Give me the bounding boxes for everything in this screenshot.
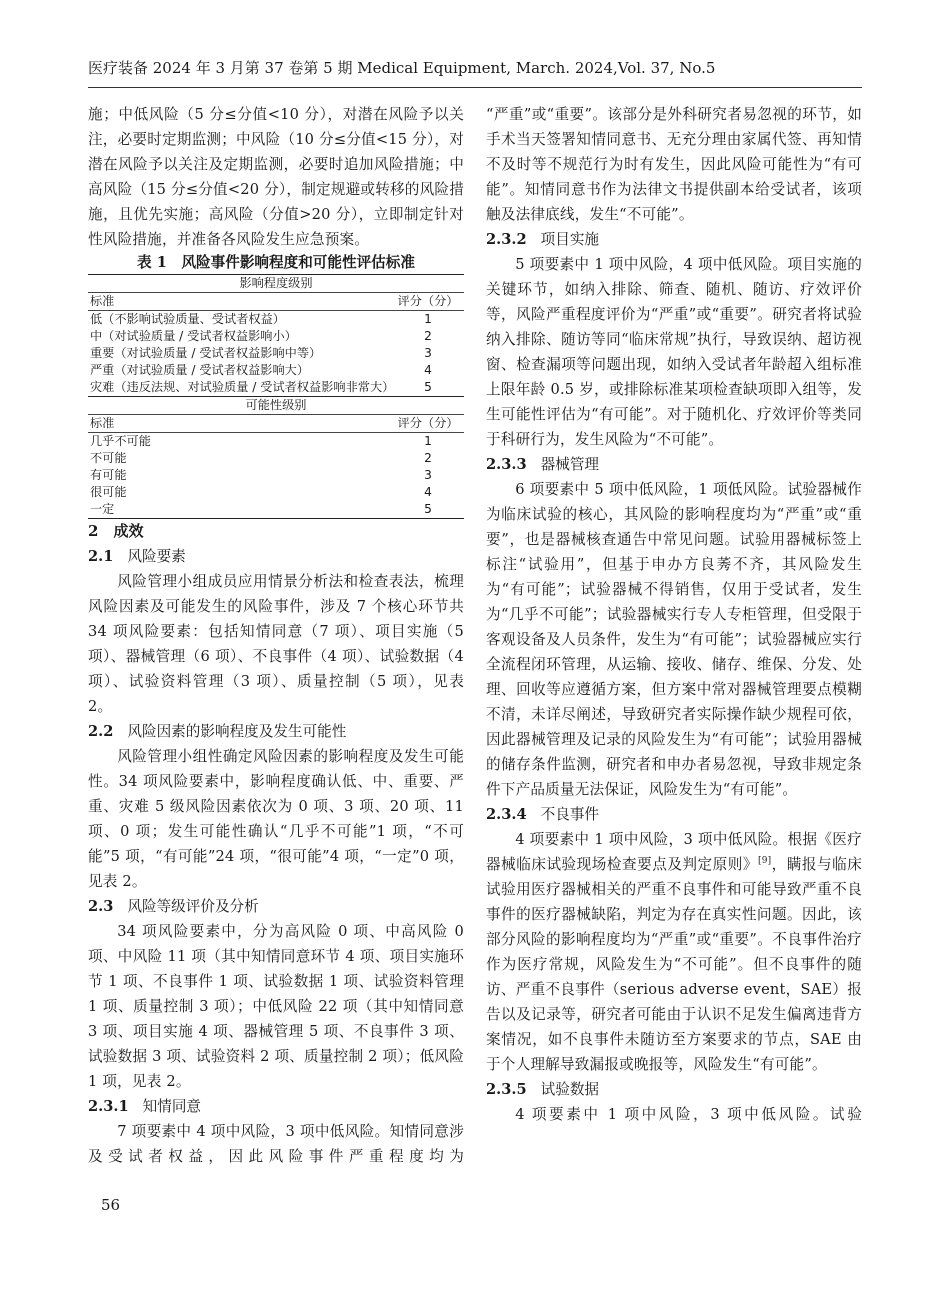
paragraph-2-2: 风险管理小组性确定风险因素的影响程度及发生可能性。34 项风险要素中，影响程度确认低、中、重要、严重、灾难 5 级风险因素依次为 0 项、3 项、20 项、11 项、0 项；发生可能性确认“几乎不可能”1 项，“不可能”5 项，“有可能”24 项，“很可能”4 项，“一定”0 项，见表 2。 (88, 748, 464, 890)
section-heading-2-3-4: 2.3.4 不良事件 (486, 806, 600, 823)
section-heading-2-3-5: 2.3.5 试验数据 (486, 1081, 600, 1098)
intro-paragraph: 施；中低风险（5 分≤分值<10 分），对潜在风险予以关注，必要时定期监测；中风险（10 分≤分值<15 分），对潜在风险予以关注及定期监测，必要时追加风险措施；中高风险（15 分≤分值<20 分），制定规避或转移的风险措施，且优先实施；高风险（分值>20 分），立即制定针对性风险措施，并准备各风险发生应急预案。 (88, 106, 464, 248)
possibility-row (88, 484, 464, 501)
score-cell: 1 (424, 312, 432, 326)
paragraph-2-3-1: 7 项要素中 4 项中风险，3 项中低风险。知情同意涉及受试者权益，因此风险事件严重程度均为 (88, 1123, 464, 1165)
possibility-row (88, 433, 464, 451)
standard-cell: 重要（对试验质量 / 受试者权益影响中等） (90, 346, 322, 360)
col-header-score: 评分（分） (392, 293, 464, 311)
section-heading-2-2: 2.2 风险因素的影响程度及发生可能性 (88, 723, 347, 740)
standard-cell: 一定 (88, 501, 392, 519)
risk-criteria-table (88, 274, 464, 519)
right-column (486, 102, 862, 1127)
possibility-row (88, 450, 464, 467)
paragraph-2-3: 34 项风险要素中，分为高风险 0 项、中高风险 0 项、中风险 11 项（其中知情同意环节 4 项、项目实施环节 1 项、不良事件 1 项、试验数据 1 项、试验资料管理 1 项、质量控制 3 项）；中低风险 22 项（其中知情同意 3 项、项目实施 4 项、器械管理 5 项、不良事件 3 项、试验数据 3 项、试验资料 2 项、质量控制 2 项）；低风险 1 项，见表 2。 (88, 923, 464, 1090)
possibility-section-title: 可能性级别 (88, 397, 464, 415)
score-cell: 5 (392, 501, 464, 519)
col-header-score: 评分（分） (392, 415, 464, 433)
impact-section-title: 影响程度级别 (88, 275, 464, 293)
col-header-standard: 标准 (88, 293, 392, 311)
impact-row (88, 328, 464, 345)
score-cell: 5 (392, 379, 464, 397)
section-heading-2-1: 2.1 风险要素 (88, 548, 186, 565)
standard-cell: 不可能 (90, 451, 127, 465)
impact-row (88, 362, 464, 379)
paragraph-2-1: 风险管理小组成员应用情景分析法和检查表法，梳理风险因素及可能发生的风险事件，涉及 7 个核心环节共 34 项风险要素：包括知情同意（7 项）、项目实施（5 项）、器械管理（6 项）、不良事件（4 项）、试验数据（4 项）、试验资料管理（3 项）、质量控制（5 项），见表 2。 (88, 573, 464, 715)
citation-ref[interactable]: [9] (757, 856, 772, 867)
page-number: 56 (101, 1196, 121, 1214)
score-cell: 2 (424, 451, 432, 465)
score-cell: 4 (424, 363, 432, 377)
score-cell: 1 (424, 434, 432, 448)
possibility-row (88, 501, 464, 519)
running-header: 医疗装备 2024 年 3 月第 37 卷第 5 期 Medical Equipment, March. 2024,Vol. 37, No.5 (88, 59, 716, 77)
section-heading-2-3-2: 2.3.2 项目实施 (486, 231, 600, 248)
section-heading-2-3-3: 2.3.3 器械管理 (486, 456, 600, 473)
paragraph-2-3-3: 6 项要素中 5 项中低风险，1 项低风险。试验器械作为临床试验的核心，其风险的影响程度均为“严重”或“重要”，也是器械核查通告中常见问题。试验用器械标签上标注“试验用”，但基于申办方良莠不齐，其风险发生为“有可能”；试验器械不得销售，仅用于受试者，发生为“几乎不可能”；试验器械实行专人专柜管理，但受限于客观设备及人员条件，发生为“有可能”；试验器械应实行全流程闭环管理，从运输、接收、储存、维保、分发、处理、回收等应遵循方案，但方案中常对器械管理要点模糊不清，未详尽阐述，导致研究者实际操作缺少规程可依，因此器械管理及记录的风险发生为“有可能”；试验用器械的储存条件监测，研究者和申办者易忽视，导致非规定条件下产品质量无法保证，风险发生为“有可能”。 (486, 481, 862, 798)
standard-cell: 中（对试验质量 / 受试者权益影响小） (90, 329, 297, 343)
standard-cell: 有可能 (90, 468, 127, 482)
paragraph-2-3-2: 5 项要素中 1 项中风险，4 项中低风险。项目实施的关键环节，如纳入排除、筛查、随机、随访、疗效评价等，风险严重程度评价为“严重”或“重要”。研究者将试验纳入排除、随访等同“临床常规”执行，导致误纳、超访视窗、检查漏项等问题出现，如纳入受试者年龄超入组标准上限年龄 0.5 岁，或排除标准某项检查缺项即入组等，发生可能性评估为“有可能”。对于随机化、疗效评价等类同于科研行为，发生风险为“不可能”。 (486, 256, 862, 448)
paragraph-2-3-5: 4 项要素中 1 项中风险，3 项中低风险。试验 (515, 1106, 862, 1123)
section-heading-2: 2 成效 (88, 522, 144, 540)
possibility-row (88, 467, 464, 484)
score-cell: 3 (424, 346, 432, 360)
table-caption: 表 1 风险事件影响程度和可能性评估标准 (137, 254, 415, 271)
left-column (88, 102, 464, 1169)
standard-cell: 严重（对试验质量 / 受试者权益影响大） (90, 363, 310, 377)
standard-cell: 几乎不可能 (90, 434, 151, 448)
standard-cell: 低（不影响试验质量、受试者权益） (90, 312, 285, 326)
header-rule (88, 87, 862, 88)
standard-cell: 灾难（违反法规、对试验质量 / 受试者权益影响非常大） (88, 379, 392, 397)
paragraph-2-3-4: 4 项要素中 1 项中风险，3 项中低风险。根据《医疗器械临床试验现场检查要点及判定原则》[9]，瞒报与临床试验用医疗器械相关的严重不良事件和可能导致严重不良事件的医疗器械缺陷，判定为存在真实性问题。因此，该部分风险的影响程度均为“严重”或“重要”。不良事件治疗作为医疗常规，风险发生为“不可能”。但不良事件的随访、严重不良事件（serious adverse event，SAE）报告以及记录等，研究者可能由于认识不足发生偏离违背方案情况，如不良事件未随访至方案要求的节点，SAE 由于个人理解导致漏报或晚报等，风险发生“有可能”。 (486, 831, 863, 1073)
score-cell: 2 (424, 329, 432, 343)
impact-row (88, 311, 464, 329)
paragraph-2-3-1-continued: “严重”或“重要”。该部分是外科研究者易忽视的环节，如手术当天签署知情同意书、无充分理由家属代签、再知情不及时等不规范行为时有发生，因此风险可能性为“有可能”。知情同意书作为法律文书提供副本给受试者，该项触及法律底线，发生“不可能”。 (486, 106, 862, 223)
impact-row (88, 379, 464, 397)
impact-row (88, 345, 464, 362)
score-cell: 4 (424, 485, 432, 499)
standard-cell: 很可能 (90, 485, 127, 499)
section-heading-2-3: 2.3 风险等级评价及分析 (88, 898, 259, 915)
section-heading-2-3-1: 2.3.1 知情同意 (88, 1098, 202, 1115)
score-cell: 3 (424, 468, 432, 482)
col-header-standard: 标准 (88, 415, 392, 433)
